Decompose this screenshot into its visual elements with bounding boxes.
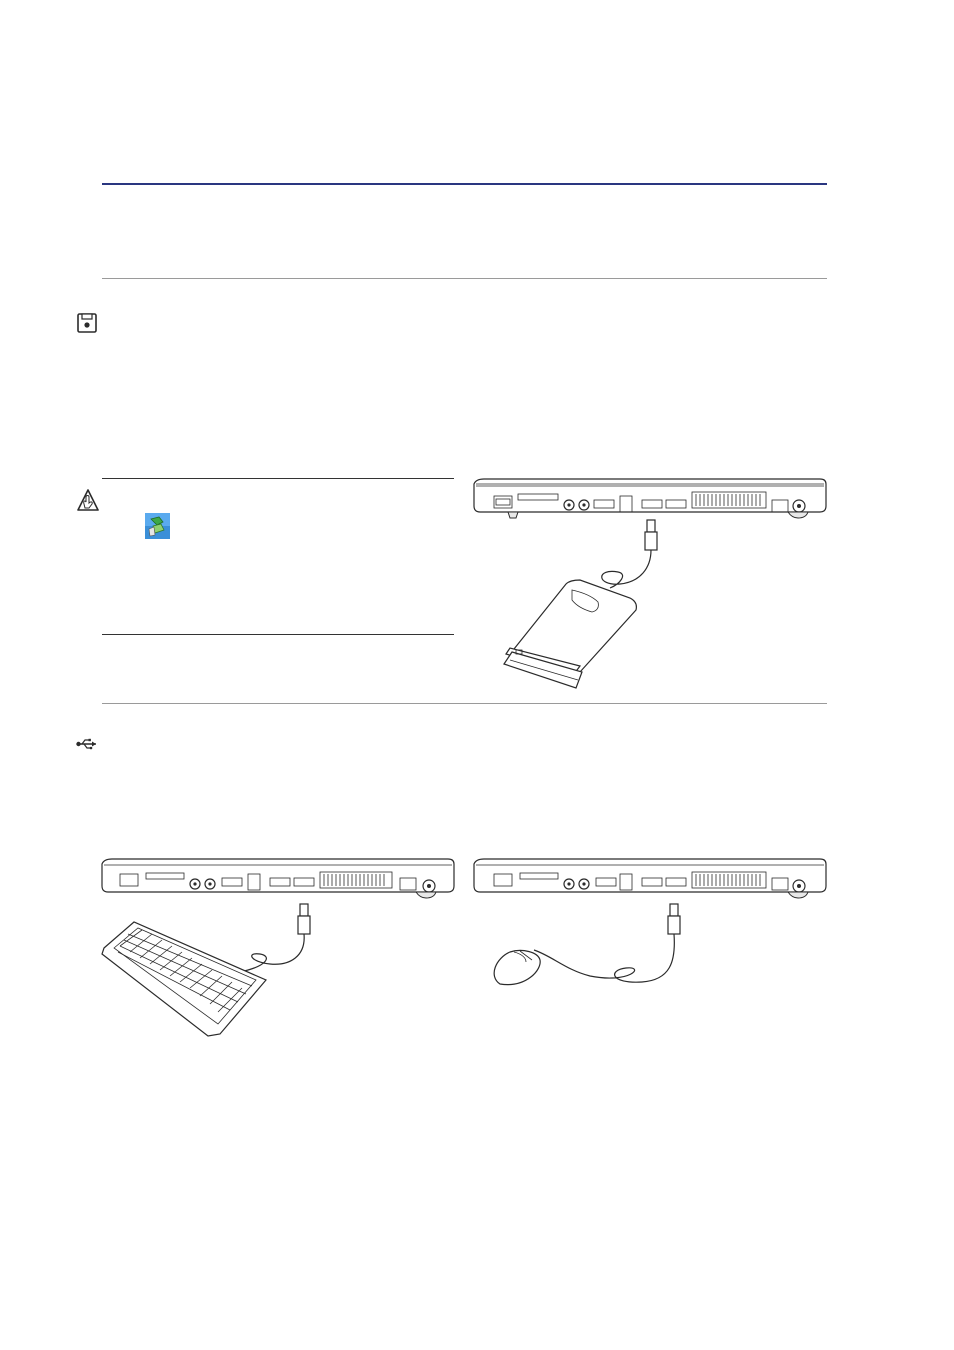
laptop-side-with-usb-floppy-drive: [470, 476, 830, 698]
section-divider-middle: [102, 703, 827, 704]
note-box-top-rule: [102, 478, 454, 479]
note-box-bottom-rule: [102, 634, 454, 635]
warning-hand-icon: [76, 488, 100, 514]
laptop-side-with-usb-mouse: [470, 856, 830, 998]
floppy-disk-icon: [77, 313, 97, 333]
header-rule: [102, 183, 827, 185]
usb-icon: [76, 738, 98, 750]
safely-remove-hardware-icon[interactable]: [145, 513, 170, 539]
laptop-side-with-usb-keyboard: [100, 856, 456, 1038]
section-divider-top: [102, 278, 827, 279]
